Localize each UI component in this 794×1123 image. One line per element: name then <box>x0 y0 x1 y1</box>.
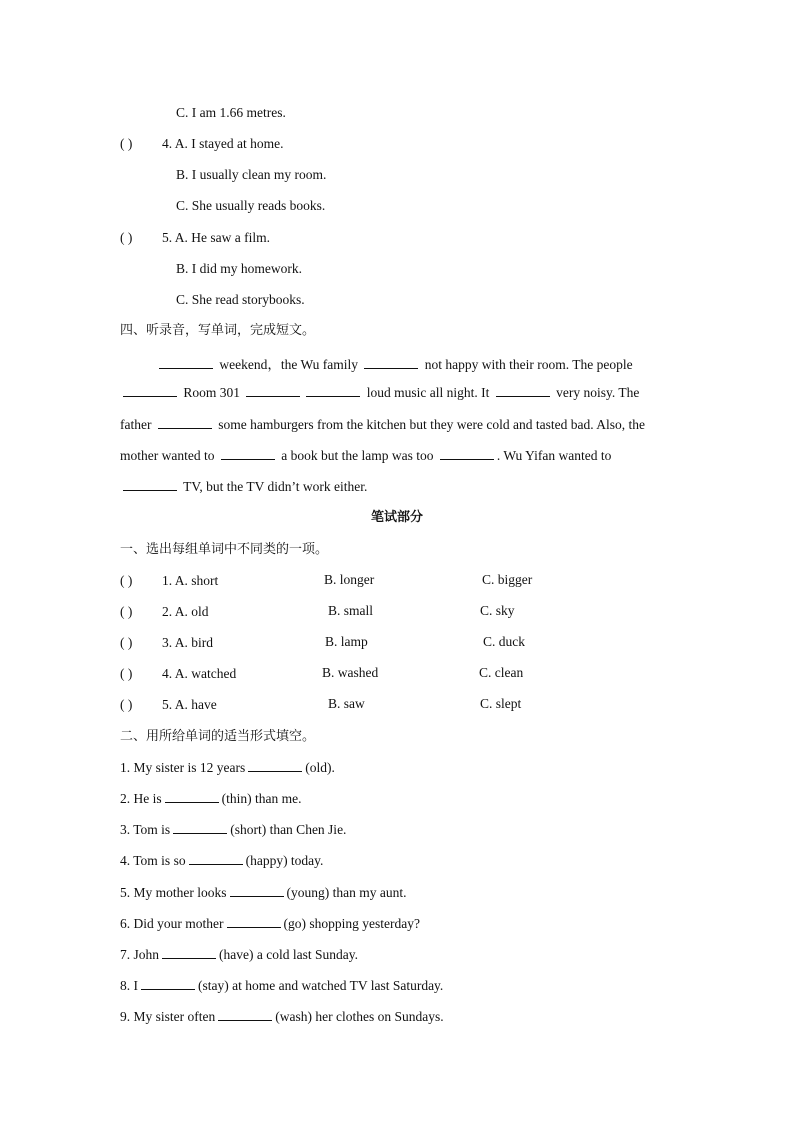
fill-blank[interactable] <box>230 884 284 897</box>
choice-row-3 <box>120 634 213 652</box>
fill-blank[interactable] <box>218 1008 272 1021</box>
written-part-title: 笔试部分 <box>370 510 423 525</box>
item-text: 6. Did your mother <box>120 916 224 931</box>
item-hint: (short) than Chen Jie. <box>230 822 347 837</box>
choice-b: B. washed <box>322 665 379 680</box>
fill-item-9 <box>120 1008 444 1026</box>
question-4-option-c: C. She usually reads books. <box>176 198 326 213</box>
answer-bracket[interactable]: ( ) <box>120 230 133 245</box>
fill-blank[interactable] <box>189 852 243 865</box>
fill-blank[interactable] <box>158 416 212 429</box>
fill-blank[interactable] <box>165 790 219 803</box>
answer-bracket[interactable]: ( ) <box>120 635 133 650</box>
choice-c: C. duck <box>483 634 525 649</box>
item-text: 3. Tom is <box>120 822 171 837</box>
fill-blank[interactable] <box>123 478 177 491</box>
fill-blank[interactable] <box>221 447 275 460</box>
choice-a: 1. A. short <box>162 573 219 588</box>
choice-row-4 <box>120 665 236 683</box>
choice-row-5 <box>120 696 217 714</box>
choice-a: 4. A. watched <box>162 666 237 681</box>
answer-bracket[interactable]: ( ) <box>120 136 133 151</box>
fill-item-2 <box>120 790 301 808</box>
item-hint: (old). <box>305 760 335 775</box>
item-text: 9. My sister often <box>120 1009 216 1024</box>
passage-line-5 <box>120 478 660 495</box>
passage-text: . Wu Yifan wanted to <box>496 448 612 463</box>
item-hint: (young) than my aunt. <box>286 885 407 900</box>
item-hint: (thin) than me. <box>221 791 302 806</box>
passage-text: weekend，the Wu family <box>216 357 362 372</box>
choice-row-1 <box>120 572 218 590</box>
fill-blank[interactable] <box>496 384 550 397</box>
choice-c: C. clean <box>479 665 524 680</box>
passage-line-3 <box>120 416 660 433</box>
fill-item-4 <box>120 852 323 870</box>
question-5-option-a: 5. A. He saw a film. <box>162 230 270 245</box>
passage-line-4 <box>120 447 660 464</box>
fill-item-1 <box>120 759 335 777</box>
choice-b: B. small <box>328 603 374 618</box>
item-hint: (go) shopping yesterday? <box>283 916 420 931</box>
passage-text: Room 301 <box>180 385 244 400</box>
passage-text: some hamburgers from the kitchen but they were cold and tasted bad. Also, the <box>214 417 646 432</box>
answer-bracket[interactable]: ( ) <box>120 604 133 619</box>
question-5-option-b: B. I did my homework. <box>176 261 302 276</box>
part-2-heading: 二、用所给单词的适当形式填空。 <box>120 729 316 744</box>
fill-blank[interactable] <box>306 384 360 397</box>
item-text: 2. He is <box>120 791 162 806</box>
question-5 <box>120 229 270 247</box>
choice-b: B. lamp <box>325 634 368 649</box>
question-4 <box>120 135 283 153</box>
item-hint: (have) a cold last Sunday. <box>219 947 358 962</box>
item-text: 7. John <box>120 947 160 962</box>
fill-item-5 <box>120 884 406 902</box>
passage-text: father <box>120 417 155 432</box>
choice-b: B. saw <box>328 696 365 711</box>
fill-blank[interactable] <box>141 977 195 990</box>
fill-blank[interactable] <box>227 915 281 928</box>
item-hint: (happy) today. <box>245 853 324 868</box>
answer-bracket[interactable]: ( ) <box>120 697 133 712</box>
item-hint: (stay) at home and watched TV last Saturday. <box>198 978 444 993</box>
passage-line-2 <box>120 384 660 401</box>
option-4c-prev: C. I am 1.66 metres. <box>176 105 286 120</box>
item-text: 8. I <box>120 978 138 993</box>
fill-blank[interactable] <box>246 384 300 397</box>
fill-blank[interactable] <box>162 946 216 959</box>
choice-a: 5. A. have <box>162 697 217 712</box>
fill-blank[interactable] <box>123 384 177 397</box>
question-4-option-b: B. I usually clean my room. <box>176 167 327 182</box>
item-text: 5. My mother looks <box>120 885 227 900</box>
fill-blank[interactable] <box>159 356 213 369</box>
fill-blank[interactable] <box>440 447 494 460</box>
choice-c: C. slept <box>480 696 522 711</box>
fill-item-8 <box>120 977 443 995</box>
passage-text: very noisy. The <box>552 385 640 400</box>
section-4-heading: 四、听录音，写单词，完成短文。 <box>120 323 316 338</box>
passage-line-1 <box>120 353 696 373</box>
question-4-option-a: 4. A. I stayed at home. <box>162 136 284 151</box>
choice-a: 3. A. bird <box>162 635 214 650</box>
item-text: 4. Tom is so <box>120 853 186 868</box>
choice-b: B. longer <box>324 572 375 587</box>
passage-text: mother wanted to <box>120 448 218 463</box>
answer-bracket[interactable]: ( ) <box>120 666 133 681</box>
passage-text: not happy with their room. The people <box>421 357 633 372</box>
choice-c: C. sky <box>480 603 515 618</box>
choice-row-2 <box>120 603 209 621</box>
passage-text: loud music all night. It <box>363 385 493 400</box>
item-text: 1. My sister is 12 years <box>120 760 246 775</box>
question-5-option-c: C. She read storybooks. <box>176 292 305 307</box>
fill-item-3 <box>120 821 346 839</box>
item-hint: (wash) her clothes on Sundays. <box>275 1009 444 1024</box>
fill-blank[interactable] <box>364 356 418 369</box>
choice-a: 2. A. old <box>162 604 209 619</box>
answer-bracket[interactable]: ( ) <box>120 573 133 588</box>
fill-blank[interactable] <box>173 821 227 834</box>
fill-blank[interactable] <box>248 759 302 772</box>
choice-c: C. bigger <box>482 572 533 587</box>
fill-item-6 <box>120 915 420 933</box>
passage-text: TV, but the TV didn’t work either. <box>180 479 368 494</box>
part-1-heading: 一、选出每组单词中不同类的一项。 <box>120 542 329 557</box>
fill-item-7 <box>120 946 358 964</box>
passage-text: a book but the lamp was too <box>277 448 437 463</box>
